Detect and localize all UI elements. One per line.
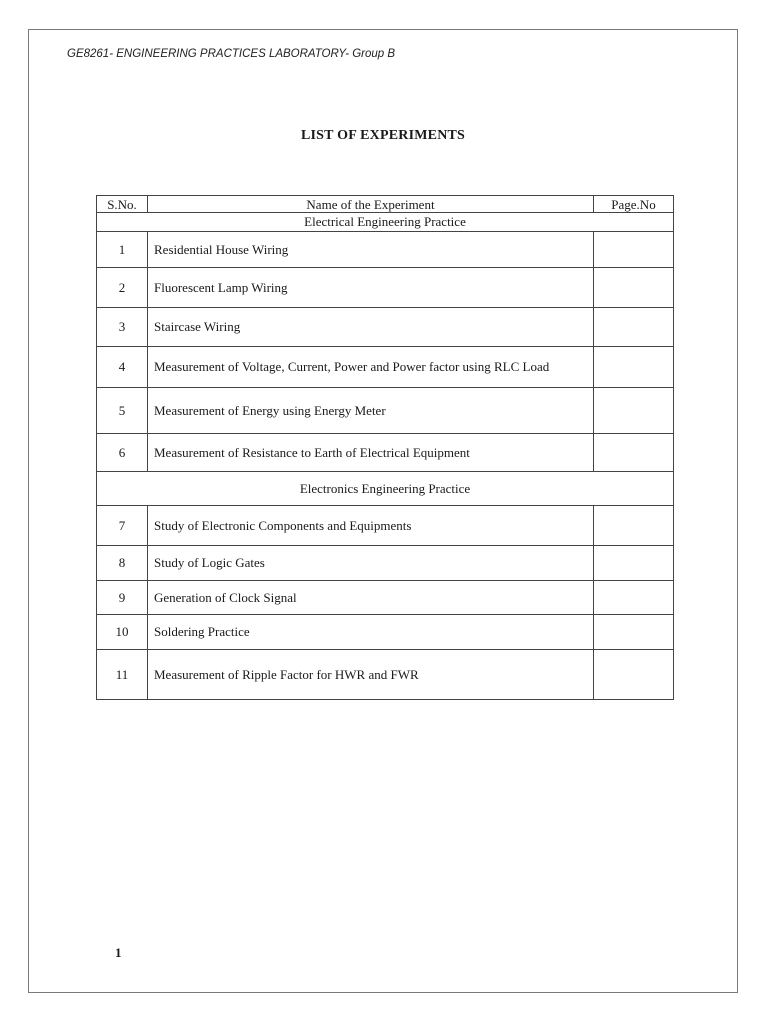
row-sno: 10: [97, 615, 148, 650]
page-number: 1: [115, 945, 122, 960]
row-page: [594, 232, 674, 268]
table-row: [97, 388, 674, 434]
row-page: [594, 615, 674, 650]
row-name: Study of Electronic Components and Equipments: [148, 506, 594, 546]
table-row: [97, 232, 674, 268]
table-row: [97, 615, 674, 650]
row-name: Measurement of Ripple Factor for HWR and FWR: [148, 650, 594, 700]
experiments-table: [96, 195, 674, 700]
table-row: [97, 506, 674, 546]
row-sno: 9: [97, 581, 148, 615]
table-row: [97, 434, 674, 472]
row-sno: 8: [97, 546, 148, 581]
row-sno: 11: [97, 650, 148, 700]
row-page: [594, 308, 674, 347]
table-row: [97, 268, 674, 308]
page-title: LIST OF EXPERIMENTS: [300, 128, 466, 143]
row-sno: 6: [97, 434, 148, 472]
row-sno: 1: [97, 232, 148, 268]
section-row-electronics: [97, 472, 674, 506]
row-page: [594, 506, 674, 546]
section-row-electrical: [97, 213, 674, 232]
row-sno: 4: [97, 347, 148, 388]
table-header-row: [97, 196, 674, 213]
row-name: Measurement of Voltage, Current, Power and Power factor using RLC Load: [148, 347, 594, 388]
column-header-name: Name of the Experiment: [148, 196, 594, 213]
row-page: [594, 347, 674, 388]
row-name: Generation of Clock Signal: [148, 581, 594, 615]
table-row: [97, 546, 674, 581]
row-name: Residential House Wiring: [148, 232, 594, 268]
row-sno: 3: [97, 308, 148, 347]
row-name: Soldering Practice: [148, 615, 594, 650]
row-page: [594, 268, 674, 308]
table-row: [97, 581, 674, 615]
row-page: [594, 546, 674, 581]
row-name: Measurement of Energy using Energy Meter: [148, 388, 594, 434]
table-row: [97, 650, 674, 700]
column-header-sno: S.No.: [97, 196, 148, 213]
section-title: Electronics Engineering Practice: [97, 472, 674, 506]
row-page: [594, 434, 674, 472]
table-row: [97, 347, 674, 388]
row-page: [594, 650, 674, 700]
row-name: Study of Logic Gates: [148, 546, 594, 581]
row-sno: 5: [97, 388, 148, 434]
row-sno: 7: [97, 506, 148, 546]
column-header-page: Page.No: [594, 196, 674, 213]
document-header: GE8261- ENGINEERING PRACTICES LABORATORY- Group B: [67, 48, 396, 60]
row-page: [594, 581, 674, 615]
section-title: Electrical Engineering Practice: [97, 213, 674, 232]
table-row: [97, 308, 674, 347]
row-sno: 2: [97, 268, 148, 308]
row-name: Measurement of Resistance to Earth of Electrical Equipment: [148, 434, 594, 472]
row-name: Fluorescent Lamp Wiring: [148, 268, 594, 308]
row-page: [594, 388, 674, 434]
document-page: [28, 29, 738, 993]
row-name: Staircase Wiring: [148, 308, 594, 347]
